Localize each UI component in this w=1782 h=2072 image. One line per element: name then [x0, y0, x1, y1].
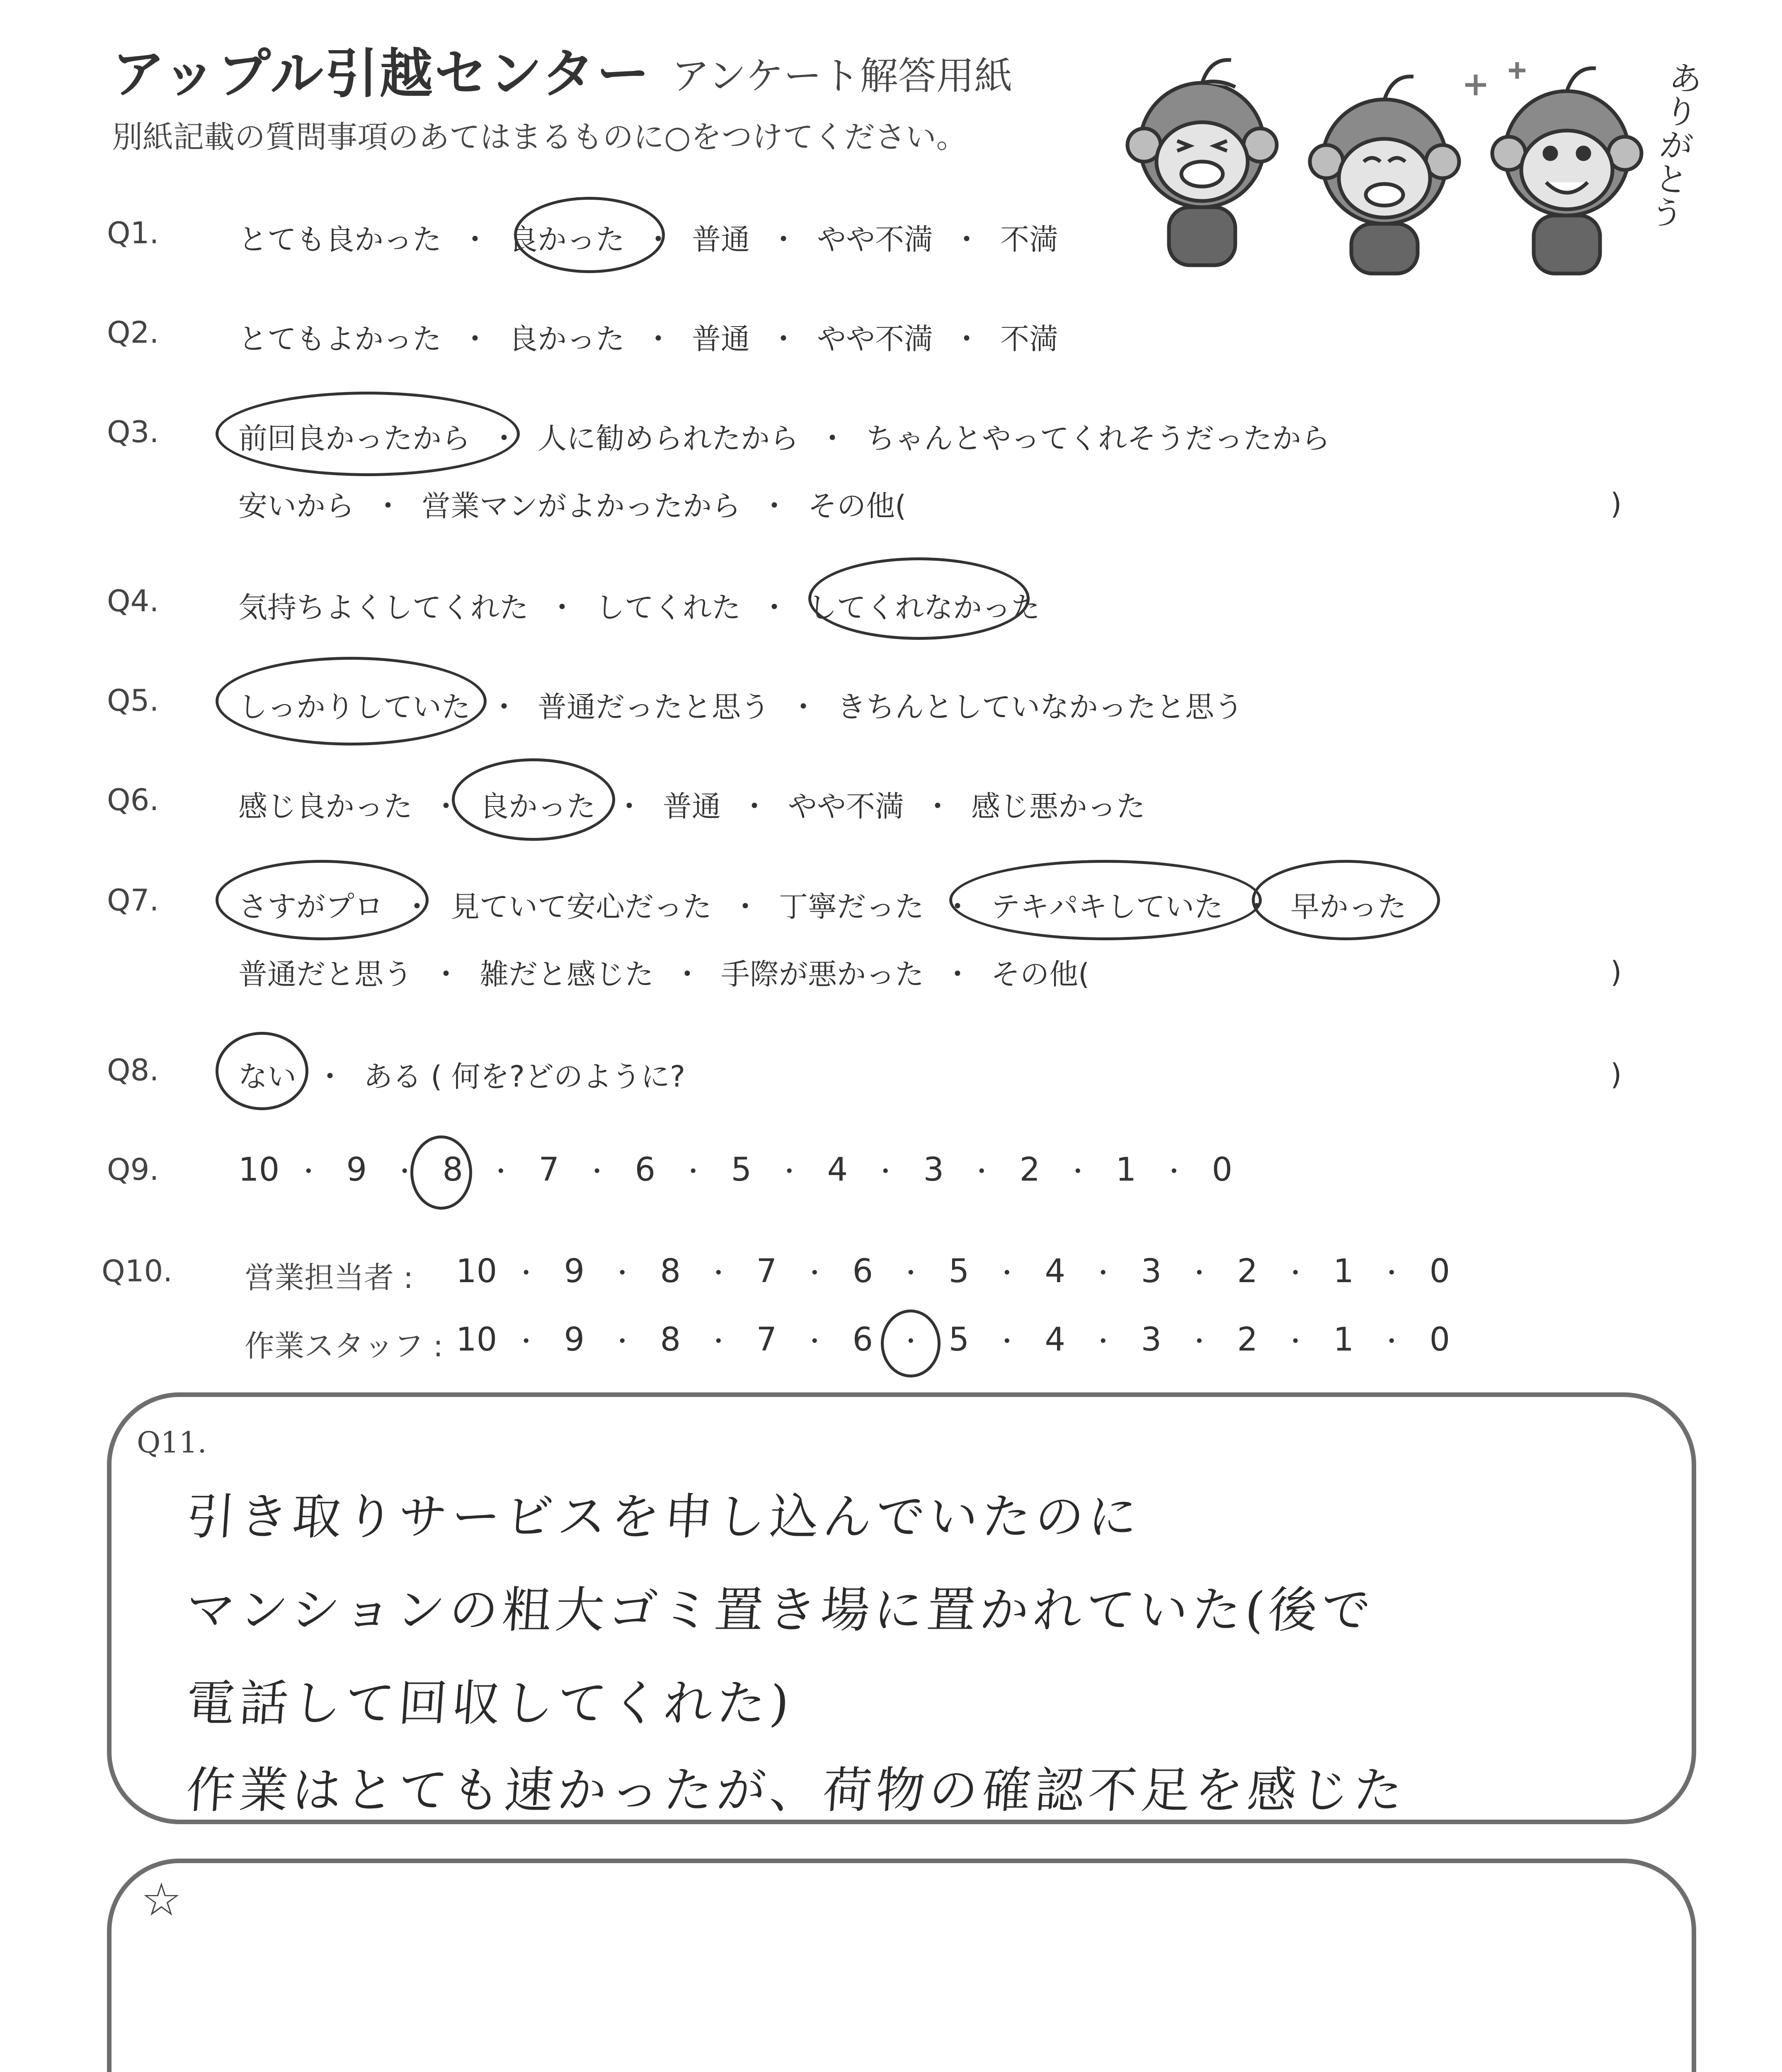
- q10-sales-score-9[interactable]: 9: [564, 1253, 585, 1290]
- q10-sales-score-6[interactable]: 6: [852, 1253, 873, 1290]
- q7-option-4[interactable]: テキパキしていた: [991, 890, 1223, 924]
- q10-sales-scale: 10 ・ 9 ・ 8 ・ 7 ・ 6 ・ 5 ・ 4 ・ 3 ・ 2 ・ 1 ・ 0: [456, 1253, 1459, 1290]
- q9-score-4[interactable]: 4: [827, 1151, 848, 1188]
- q9-score-10[interactable]: 10: [238, 1151, 280, 1188]
- q10-staff-score-4[interactable]: 4: [1045, 1321, 1066, 1358]
- q3-option-2[interactable]: 人に勧められたから: [538, 421, 799, 455]
- q2-option-5[interactable]: 不満: [1000, 322, 1058, 356]
- q7-option-5[interactable]: 早かった: [1290, 890, 1406, 924]
- q6-label: Q6.: [107, 782, 159, 817]
- q2-option-1[interactable]: とてもよかった: [238, 322, 441, 356]
- q10-staff-label: 作業スタッフ :: [245, 1329, 444, 1363]
- q10-staff-score-7[interactable]: 7: [756, 1321, 777, 1358]
- q3-option-1[interactable]: 前回良かったから: [238, 421, 470, 455]
- q7-options-line1: さすがプロ ・ 見ていて安心だった ・ 丁寧だった ・ テキパキしていた ・ 早かった: [238, 884, 1406, 925]
- q9-score-8[interactable]: 8: [442, 1151, 463, 1188]
- q7-other-close-paren: ): [1610, 955, 1622, 989]
- q10-staff-scale: 10 ・ 9 ・ 8 ・ 7 ・ 6 ・ 5 ・ 4 ・ 3 ・ 2 ・ 1 ・ 0: [456, 1321, 1459, 1358]
- q8-label: Q8.: [107, 1053, 159, 1087]
- q2-options: とてもよかった ・ 良かった ・ 普通 ・ やや不満 ・ 不満: [238, 316, 1058, 358]
- q10-sales-score-3[interactable]: 3: [1141, 1253, 1162, 1290]
- q10-sales-score-4[interactable]: 4: [1045, 1253, 1066, 1290]
- q9-score-2[interactable]: 2: [1019, 1151, 1040, 1188]
- q3-option-4[interactable]: 安いから: [238, 489, 354, 523]
- q3-label: Q3.: [107, 414, 159, 449]
- q11-handwriting-line-1: 引き取りサービスを申し込んでいたのに: [184, 1488, 1144, 1545]
- q7-option-1[interactable]: さすがプロ: [238, 890, 383, 924]
- q10-sales-score-7[interactable]: 7: [756, 1253, 777, 1290]
- q7-option-2[interactable]: 見ていて安心だった: [451, 890, 712, 924]
- q3-options-line2: 安いから ・ 営業マンがよかったから ・ その他(: [238, 483, 906, 525]
- q4-option-1[interactable]: 気持ちよくしてくれた: [238, 591, 529, 625]
- q7-option-3[interactable]: 丁寧だった: [779, 890, 924, 924]
- q1-option-1[interactable]: とても良かった: [238, 223, 441, 257]
- q8-option-2[interactable]: ある ( 何を?どのように?: [364, 1060, 686, 1094]
- q3-option-other[interactable]: その他(: [808, 489, 907, 523]
- q3-other-close-paren: ): [1610, 487, 1622, 521]
- q5-option-3[interactable]: きちんとしていなかったと思う: [837, 690, 1243, 724]
- q6-option-1[interactable]: 感じ良かった: [238, 789, 412, 823]
- q5-option-2[interactable]: 普通だったと思う: [538, 690, 770, 724]
- q7-options-line2: 普通だと思う ・ 雑だと感じた ・ 手際が悪かった ・ その他(: [238, 951, 1089, 993]
- q4-options: 気持ちよくしてくれた ・ してくれた ・ してくれなかった: [238, 584, 1040, 626]
- q1-option-4[interactable]: やや不満: [817, 223, 933, 257]
- q10-staff-score-10[interactable]: 10: [456, 1321, 497, 1358]
- q6-option-4[interactable]: やや不満: [788, 789, 904, 823]
- q9-score-5[interactable]: 5: [731, 1151, 752, 1188]
- q4-option-2[interactable]: してくれた: [596, 591, 741, 625]
- q11-handwriting-line-4: 作業はとても速かったが、荷物の確認不足を感じた: [184, 1762, 1409, 1819]
- q6-option-2[interactable]: 良かった: [480, 789, 596, 823]
- form-subtitle: アンケート解答用紙: [672, 54, 1013, 98]
- q9-score-1[interactable]: 1: [1115, 1151, 1137, 1188]
- monkey-2-figure: [1310, 77, 1459, 274]
- q6-option-5[interactable]: 感じ悪かった: [971, 789, 1145, 823]
- q10-staff-score-1[interactable]: 1: [1333, 1321, 1354, 1358]
- star-comment-box[interactable]: [107, 1859, 1696, 2072]
- form-title: アップル引越センター: [112, 43, 651, 105]
- q9-score-6[interactable]: 6: [635, 1151, 656, 1188]
- q9-score-9[interactable]: 9: [346, 1151, 367, 1188]
- q10-sales-score-1[interactable]: 1: [1333, 1253, 1354, 1290]
- q10-sales-score-8[interactable]: 8: [660, 1253, 681, 1290]
- q1-label: Q1.: [107, 215, 159, 250]
- mascot-caption: ありがとう: [1648, 58, 1704, 235]
- q2-label: Q2.: [107, 315, 159, 350]
- q10-label: Q10.: [102, 1254, 173, 1288]
- q3-option-3[interactable]: ちゃんとやってくれそうだったから: [866, 421, 1330, 455]
- star-icon: ☆: [141, 1873, 182, 1926]
- q7-option-8[interactable]: 手際が悪かった: [721, 957, 924, 991]
- q1-options: とても良かった ・ 良かった ・ 普通 ・ やや不満 ・ 不満: [238, 216, 1058, 258]
- q1-option-3[interactable]: 普通: [692, 223, 750, 257]
- mascot-illustration: [1119, 50, 1679, 282]
- q10-staff-score-5[interactable]: 5: [948, 1321, 970, 1358]
- q8-option-1[interactable]: ない: [238, 1060, 296, 1094]
- q9-label: Q9.: [107, 1152, 159, 1187]
- q2-option-2[interactable]: 良かった: [509, 322, 625, 356]
- q1-option-5[interactable]: 不満: [1000, 223, 1058, 257]
- q10-sales-score-0[interactable]: 0: [1429, 1253, 1450, 1290]
- q3-options-line1: 前回良かったから ・ 人に勧められたから ・ ちゃんとやってくれそうだったから: [238, 415, 1330, 457]
- form-instruction: 別紙記載の質問事項のあてはまるものに○をつけてください。: [112, 119, 967, 155]
- q1-option-2[interactable]: 良かった: [509, 223, 625, 257]
- q5-options: しっかりしていた ・ 普通だったと思う ・ きちんとしていなかったと思う: [238, 684, 1243, 726]
- q11-label: Q11.: [137, 1426, 207, 1460]
- q7-option-7[interactable]: 雑だと感じた: [480, 957, 654, 991]
- q11-handwriting-line-3: 電話して回収してくれた): [184, 1675, 795, 1732]
- q10-staff-score-9[interactable]: 9: [564, 1321, 585, 1358]
- q9-score-0[interactable]: 0: [1212, 1151, 1233, 1188]
- q6-options: 感じ良かった ・ 良かった ・ 普通 ・ やや不満 ・ 感じ悪かった: [238, 783, 1145, 825]
- q3-option-5[interactable]: 営業マンがよかったから: [422, 489, 741, 523]
- q7-label: Q7.: [107, 883, 159, 917]
- q4-label: Q4.: [107, 583, 159, 618]
- q4-option-3[interactable]: してくれなかった: [808, 591, 1040, 625]
- q2-option-3[interactable]: 普通: [692, 322, 750, 356]
- q10-staff-score-6[interactable]: 6: [852, 1321, 873, 1358]
- q10-staff-score-0[interactable]: 0: [1429, 1321, 1450, 1358]
- q9-score-3[interactable]: 3: [923, 1151, 944, 1188]
- q6-option-3[interactable]: 普通: [663, 789, 721, 823]
- q7-option-6[interactable]: 普通だと思う: [238, 957, 412, 991]
- q7-option-other[interactable]: その他(: [991, 957, 1090, 991]
- q9-score-7[interactable]: 7: [538, 1151, 560, 1188]
- q9-scale: 10 ・ 9 ・ 8 ・ 7 ・ 6 ・ 5 ・ 4 ・ 3 ・ 2 ・ 1 ・ 0: [238, 1151, 1241, 1188]
- q2-option-4[interactable]: やや不満: [817, 322, 933, 356]
- q10-sales-score-2[interactable]: 2: [1237, 1253, 1258, 1290]
- q10-staff-score-2[interactable]: 2: [1237, 1321, 1258, 1358]
- q10-staff-score-8[interactable]: 8: [660, 1321, 681, 1358]
- monkey-1-figure: [1127, 60, 1277, 265]
- q5-label: Q5.: [107, 683, 159, 718]
- q8-options: ない ・ ある ( 何を?どのように?: [238, 1053, 685, 1095]
- q11-handwriting-line-2: マンションの粗大ゴミ置き場に置かれていた(後で: [184, 1581, 1377, 1639]
- q10-sales-label: 営業担当者 :: [245, 1260, 414, 1295]
- q5-option-1[interactable]: しっかりしていた: [238, 690, 470, 724]
- q10-staff-score-3[interactable]: 3: [1141, 1321, 1162, 1358]
- q10-sales-score-5[interactable]: 5: [948, 1253, 970, 1290]
- q10-sales-score-10[interactable]: 10: [456, 1253, 497, 1290]
- q8-close-paren: ): [1610, 1058, 1622, 1092]
- monkey-3-figure: [1492, 68, 1641, 274]
